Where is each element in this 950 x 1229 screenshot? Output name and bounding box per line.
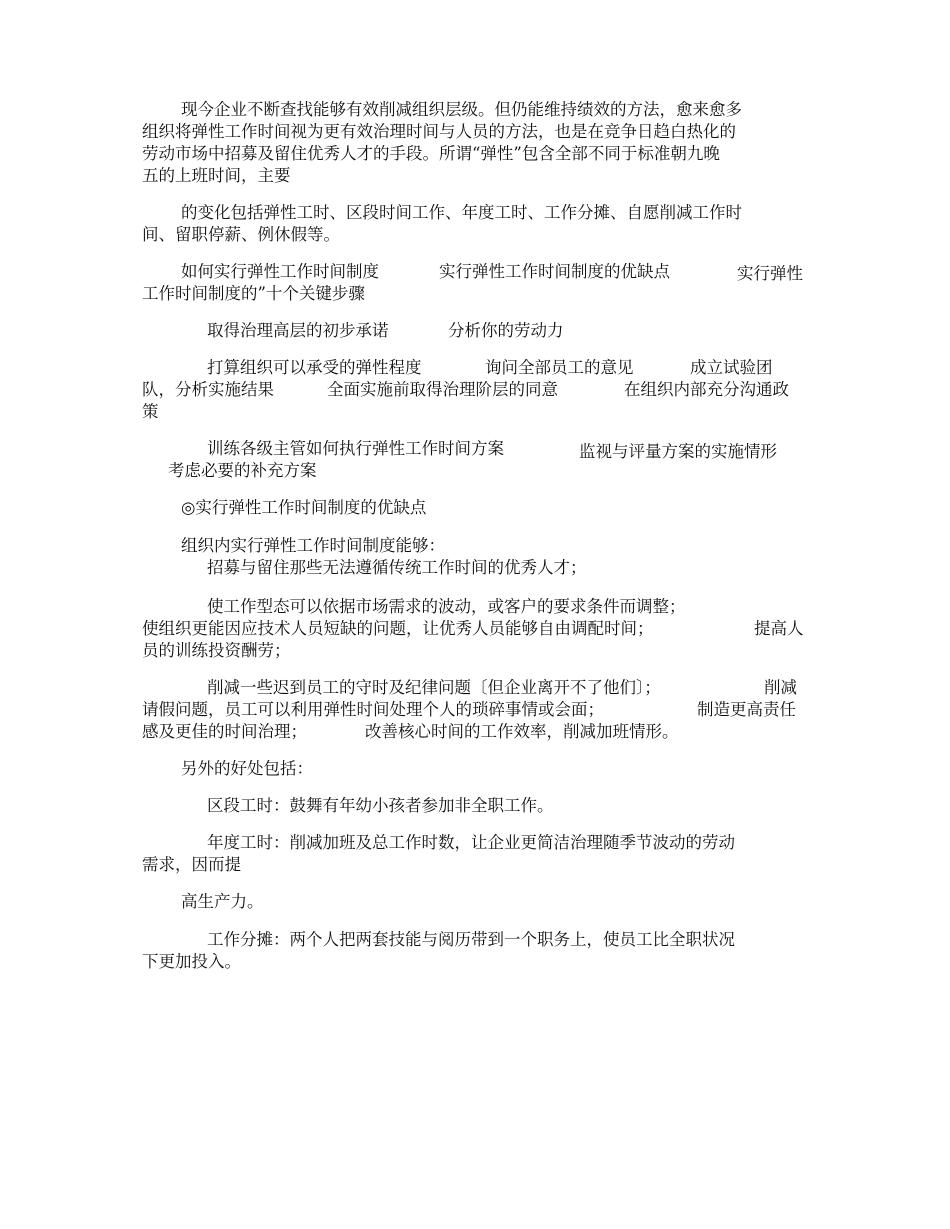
other-annual-line-1: 年度工时：削减加班及总工作时数，让企业更简洁治理随季节波动的劳动	[207, 833, 735, 852]
other-block-hours: 区段工时：鼓舞有年幼小孩者参加非全职工作。	[207, 796, 554, 815]
step-7a: 在组织内部充分沟通政	[624, 380, 789, 399]
benefit-4b: 员的训练投资酬劳；	[142, 641, 291, 660]
other-lead: 另外的好处包括：	[181, 759, 313, 778]
benefit-3: 使组织更能因应技术人员短缺的问题，让优秀人员能够自由调配时间；	[142, 619, 654, 638]
benefit-7b: 感及更佳的时间治理；	[142, 722, 307, 741]
heading-how: 如何实行弹性工作时间制度	[181, 262, 379, 281]
heading-ten-steps-a: 实行弹性	[737, 264, 803, 283]
intro-line-2: 组织将弹性工作时间视为更有效治理时间与人员的方法，也是在竞争日趋白热化的	[142, 122, 736, 141]
benefit-6a: 削减	[764, 678, 797, 697]
step-3: 打算组织可以承受的弹性程度	[207, 358, 422, 377]
step-7b: 策	[142, 402, 159, 421]
benefit-1: 招募与留住那些无法遵循传统工作时间的优秀人才；	[207, 558, 587, 577]
step-9: 监视与评量方案的实施情形	[579, 442, 777, 461]
heading-pros-cons: 实行弹性工作时间制度的优缺点	[439, 262, 670, 281]
step-6: 全面实施前取得治理阶层的同意	[327, 380, 558, 399]
step-8: 训练各级主管如何执行弹性工作时间方案	[207, 439, 504, 458]
intro-line-4: 五的上班时间，主要	[142, 166, 291, 185]
changes-line-2: 间、留职停薪、例休假等。	[142, 225, 340, 244]
benefit-8: 改善核心时间的工作效率，削减加班情形。	[365, 722, 679, 741]
benefit-5: 削减一些迟到员工的守时及纪律问题〔但企业离开不了他们〕；	[207, 678, 661, 697]
step-4: 询问全部员工的意见	[485, 358, 634, 377]
section-title: ◎实行弹性工作时间制度的优缺点	[181, 498, 427, 517]
benefits-lead: 组织内实行弹性工作时间制度能够：	[181, 536, 445, 555]
benefit-6b: 请假问题，员工可以利用弹性时间处理个人的琐碎事情或会面；	[142, 700, 604, 719]
other-share-line-2: 下更加投入。	[142, 952, 241, 971]
other-annual-line-3: 高生产力。	[181, 892, 264, 911]
step-5b: 队，分析实施结果	[142, 380, 274, 399]
other-share-line-1: 工作分摊：两个人把两套技能与阅历带到一个职务上，使员工比全职状况	[207, 930, 735, 949]
step-5a: 成立试验团	[690, 358, 773, 377]
intro-line-3: 劳动市场中招募及留住优秀人才的手段。所谓“弹性”包含全部不同于标准朝九晚	[142, 144, 720, 163]
intro-line-1: 现今企业不断查找能够有效削减组织层级。但仍能维持绩效的方法，愈来愈多	[181, 100, 742, 119]
heading-ten-steps-b: 工作时间制度的”十个关键步骤	[142, 284, 365, 303]
benefit-7a: 制造更高责任	[697, 700, 796, 719]
step-2: 分析你的劳动力	[448, 321, 564, 340]
step-1: 取得治理高层的初步承诺	[207, 321, 389, 340]
other-annual-line-2: 需求，因而提	[142, 855, 241, 874]
benefit-4a: 提高人	[754, 619, 804, 638]
benefit-2: 使工作型态可以依据市场需求的波动，或客户的要求条件而调整；	[207, 597, 686, 616]
step-10: 考虑必要的补充方案	[168, 461, 317, 480]
changes-line-1: 的变化包括弹性工时、区段时间工作、年度工时、工作分摊、自愿削减工作时	[181, 203, 742, 222]
